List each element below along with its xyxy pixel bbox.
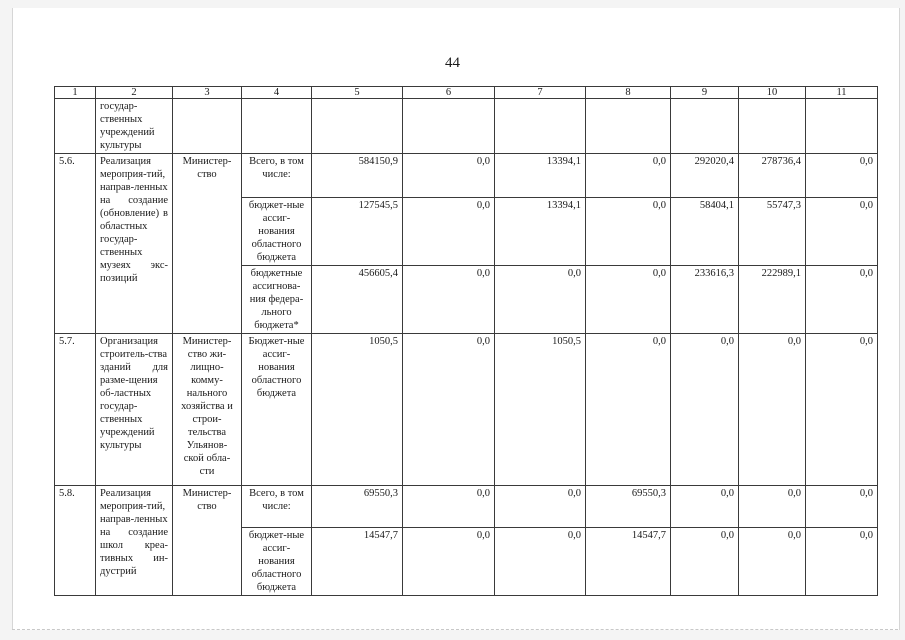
amount-cell-c9: 233616,3 — [671, 266, 739, 334]
amount-cell-c10: 0,0 — [739, 334, 806, 486]
amount-cell-total: 456605,4 — [312, 266, 403, 334]
col-header-3: 3 — [173, 87, 242, 99]
item-executor: Министер-ство — [173, 154, 242, 334]
item-description: Организация строитель-ства зданий для разме-щения об-ластных государ-ственных учреждений культуры — [96, 334, 173, 486]
amount-cell-c7: 0,0 — [495, 528, 586, 596]
col-header-6: 6 — [403, 87, 495, 99]
item-number: 5.6. — [55, 154, 96, 334]
amount-cell-c7: 13394,1 — [495, 154, 586, 198]
amount-cell-c9: 0,0 — [671, 486, 739, 528]
table-row — [55, 154, 878, 198]
amount-cell-c7: 0,0 — [495, 266, 586, 334]
col-header-7: 7 — [495, 87, 586, 99]
amount-cell-c8: 0,0 — [586, 198, 671, 266]
amount-cell-c11: 0,0 — [806, 334, 878, 486]
item-description: Реализация мероприя-тий, направ-ленных на создание (обновление) в областных государ-ственных музеях экс-позиций — [96, 154, 173, 334]
amount-cell-total: 584150,9 — [312, 154, 403, 198]
amount-cell-c8: 0,0 — [586, 266, 671, 334]
item-description: Реализация мероприя-тий, направ-ленных на создание школ креа-тивных ин-дустрий — [96, 486, 173, 596]
amount-cell-c8: 69550,3 — [586, 486, 671, 528]
amount-cell-total: 1050,5 — [312, 334, 403, 486]
amount-cell-c6: 0,0 — [403, 528, 495, 596]
col-header-8: 8 — [586, 87, 671, 99]
amount-cell-c10: 0,0 — [739, 486, 806, 528]
amount-cell-c11: 0,0 — [806, 266, 878, 334]
amount-cell-c10: 55747,3 — [739, 198, 806, 266]
amount-cell-c6: 0,0 — [403, 486, 495, 528]
funding-source: Всего, в том числе: — [242, 486, 312, 528]
amount-cell-c6: 0,0 — [403, 198, 495, 266]
amount-cell-total: 69550,3 — [312, 486, 403, 528]
amount-cell-c10: 278736,4 — [739, 154, 806, 198]
amount-cell-c11: 0,0 — [806, 154, 878, 198]
amount-cell-c10: 222989,1 — [739, 266, 806, 334]
amount-cell-c6: 0,0 — [403, 154, 495, 198]
amount-cell-c8: 0,0 — [586, 334, 671, 486]
amount-cell-c9: 0,0 — [671, 528, 739, 596]
amount-cell-c11: 0,0 — [806, 486, 878, 528]
col-header-1: 1 — [55, 87, 96, 99]
col-header-2: 2 — [96, 87, 173, 99]
funding-source: бюджет-ные ассиг-нования областного бюджета — [242, 528, 312, 596]
amount-cell-c10: 0,0 — [739, 528, 806, 596]
amount-cell-c9: 58404,1 — [671, 198, 739, 266]
col-header-5: 5 — [312, 87, 403, 99]
col-header-4: 4 — [242, 87, 312, 99]
header-row — [55, 87, 878, 99]
funding-source: бюджет-ные ассиг-нования областного бюджета — [242, 198, 312, 266]
item-number: 5.7. — [55, 334, 96, 486]
col-header-11: 11 — [806, 87, 878, 99]
item-executor: Министер-ство — [173, 486, 242, 596]
amount-cell-c6: 0,0 — [403, 266, 495, 334]
item-executor: Министер-ство жи-лищно-комму-нального хозяйства и строи-тельства Ульянов-ской обла-сти — [173, 334, 242, 486]
amount-cell-c11: 0,0 — [806, 528, 878, 596]
funding-source: бюджетные ассигнова-ния федера-льного бюджета* — [242, 266, 312, 334]
amount-cell-c9: 0,0 — [671, 334, 739, 486]
item-number: 5.8. — [55, 486, 96, 596]
amount-cell-c11: 0,0 — [806, 198, 878, 266]
table-row — [55, 486, 878, 528]
funding-source: Бюджет-ные ассиг-нования областного бюджета — [242, 334, 312, 486]
col-header-9: 9 — [671, 87, 739, 99]
page-bottom-edge — [12, 629, 898, 630]
continuation-description: государ-ственных учреждений культуры — [96, 99, 173, 154]
col-header-10: 10 — [739, 87, 806, 99]
amount-cell-c7: 1050,5 — [495, 334, 586, 486]
continuation-row — [55, 99, 878, 154]
amount-cell-c7: 0,0 — [495, 486, 586, 528]
amount-cell-c7: 13394,1 — [495, 198, 586, 266]
amount-cell-c9: 292020,4 — [671, 154, 739, 198]
amount-cell-total: 14547,7 — [312, 528, 403, 596]
budget-table — [54, 86, 878, 596]
page-number: 44 — [445, 55, 460, 71]
funding-source: Всего, в том числе: — [242, 154, 312, 198]
amount-cell-c8: 14547,7 — [586, 528, 671, 596]
amount-cell-c6: 0,0 — [403, 334, 495, 486]
table-row — [55, 334, 878, 486]
amount-cell-total: 127545,5 — [312, 198, 403, 266]
amount-cell-c8: 0,0 — [586, 154, 671, 198]
